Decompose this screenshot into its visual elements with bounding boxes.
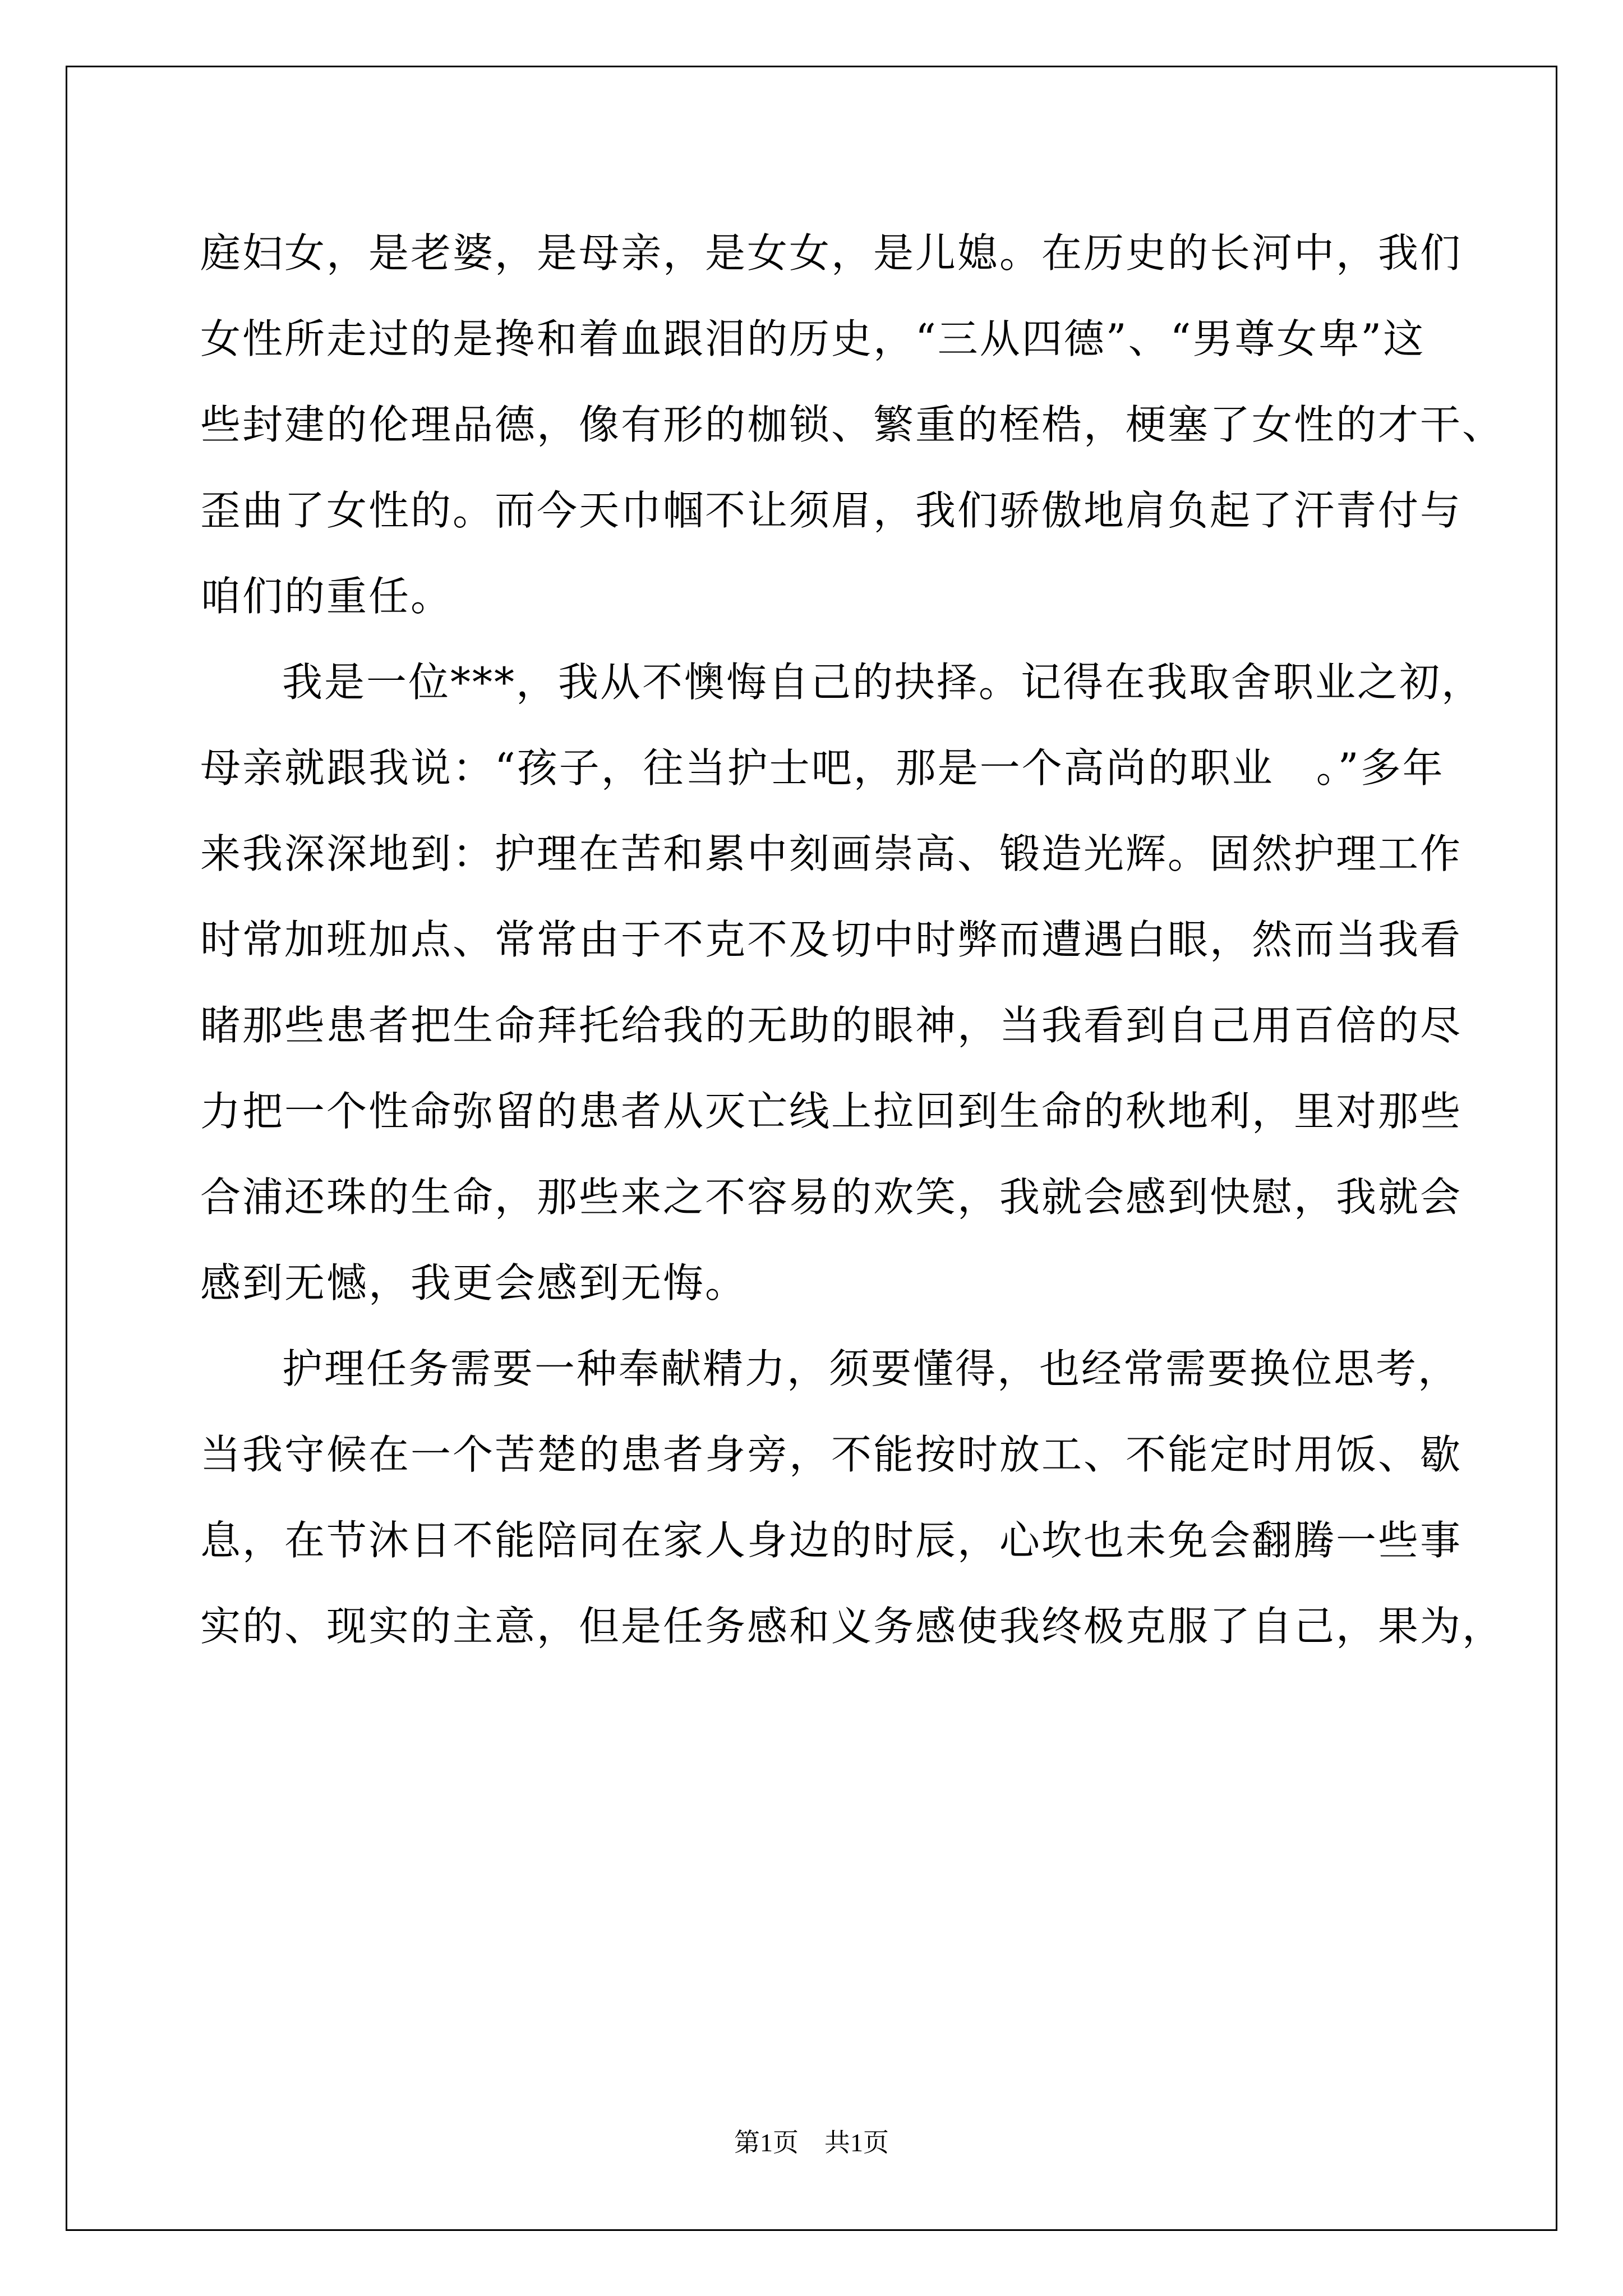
paragraph-start-line: 护理任务需要一种奉献精力，须要懂得，也经常需要换位思考， xyxy=(282,1345,1460,1392)
text-line: 当我守候在一个苦楚的患者身旁，不能按时放工、不能定时用饭、歇 xyxy=(200,1431,1463,1478)
text-line: 来我深深地到：护理在苦和累中刻画崇高、锻造光辉。固然护理工作 xyxy=(200,830,1463,877)
text-line: 些封建的伦理品德，像有形的枷锁、繁重的桎梏，梗塞了女性的才干、 xyxy=(200,401,1505,448)
text-line: 咱们的重任。 xyxy=(200,573,453,620)
document-body xyxy=(200,210,1505,1669)
text-line: 实的、现实的主意，但是任务感和义务感使我终极克服了自己，果为， xyxy=(200,1603,1505,1650)
text-line: 感到无憾，我更会感到无悔。 xyxy=(200,1259,748,1306)
text-line: 母亲就跟我说：“孩子，往当护士吧，那是一个高尚的职业 。”多年 xyxy=(200,744,1445,792)
text-line: 歪曲了女性的。而今天巾帼不让须眉，我们骄傲地肩负起了汗青付与 xyxy=(200,487,1463,534)
page-footer xyxy=(0,2126,1623,2160)
paragraph-start-line: 我是一位***，我从不懊悔自己的抉择。记得在我取舍职业之初， xyxy=(282,659,1484,706)
text-line: 睹那些患者把生命拜托给我的无助的眼神，当我看到自己用百倍的尽 xyxy=(200,1002,1463,1049)
text-line: 息，在节沐日不能陪同在家人身边的时辰，心坎也未免会翻腾一些事 xyxy=(200,1517,1463,1564)
text-line: 力把一个性命弥留的患者从灭亡线上拉回到生命的秋地利，里对那些 xyxy=(200,1088,1463,1135)
page-total: 共1页 xyxy=(824,2128,889,2157)
text-line: 女性所走过的是搀和着血跟泪的历史，“三从四德”、“男尊女卑”这 xyxy=(200,315,1426,362)
text-line: 合浦还珠的生命，那些来之不容易的欢笑，我就会感到快慰，我就会 xyxy=(200,1174,1463,1221)
page-number: 第1页 xyxy=(734,2128,799,2157)
text-line: 时常加班加点、常常由于不克不及切中时弊而遭遇白眼，然而当我看 xyxy=(200,916,1463,963)
text-line: 庭妇女，是老婆，是母亲，是女女，是儿媳。在历史的长河中，我们 xyxy=(200,229,1463,277)
